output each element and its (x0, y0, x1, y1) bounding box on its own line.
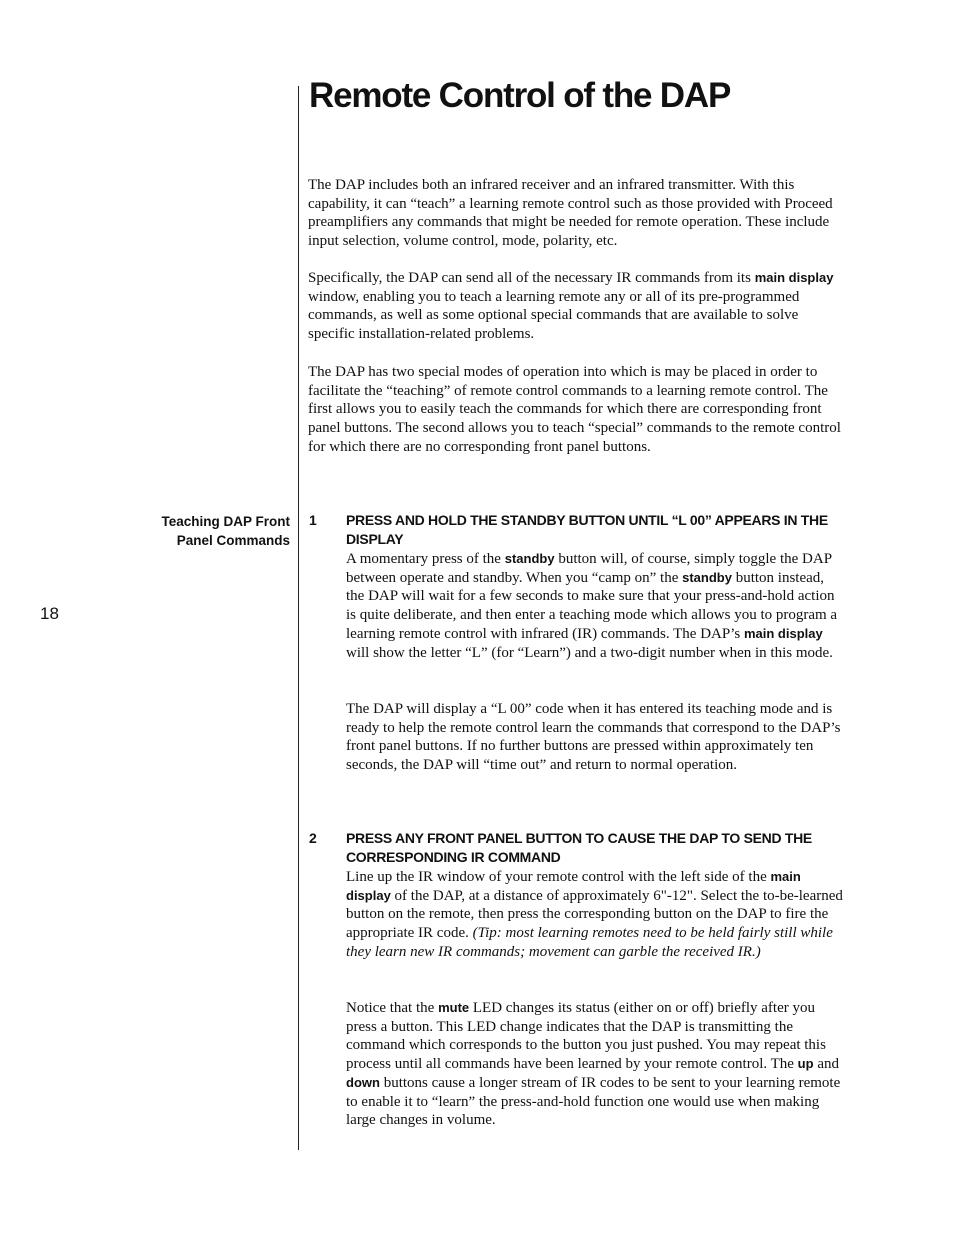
keyword-standby: standby (504, 551, 555, 566)
keyword-mute: mute (438, 1000, 470, 1015)
step-1-paragraph-1: A momentary press of the standby button will, of course, simply toggle the DAP between operate and standby. When you “camp on” the standby button instead, the DAP will wait for a few seconds to make sure that your press-and-hold action is quite deliberate, and then enter a teaching mode which allows you to program a learning remote control with infrared (IR) commands. The DAP’s main display will show the letter “L” (for “Learn”) and a two-digit number when in this mode. (346, 551, 838, 661)
section-side-heading: Teaching DAP Front Panel Commands (161, 514, 290, 548)
step-2-paragraph-1: Line up the IR window of your remote control with the left side of the main display of the DAP, at a distance of approximately 6"-12". Select the to-be-learned button on the remote, then press the corresponding button on the DAP to fire the appropriate IR code. (Tip: most learning remotes need to be held fairly still while they learn new IR commands; movement can garble the received IR.) (346, 869, 843, 960)
step-1-paragraph-2: The DAP will display a “L 00” code when it has entered its teaching mode and is ready to help the remote control learn the commands that correspond to the DAP’s front panel buttons. If no further buttons are pressed within approximately ten seconds, the DAP will “time out” and return to normal operation. (346, 701, 841, 774)
intro-paragraph-1: The DAP includes both an infrared receiver and an infrared transmitter. With this capability, it can “teach” a learning remote control such as those provided with Proceed preamplifiers any commands that might be needed for remote operation. These include input selection, volume control, mode, polarity, etc. (308, 177, 833, 250)
step-1-heading: PRESS AND HOLD THE STANDBY BUTTON UNTIL “L 00” APPEARS IN THE DISPLAY (346, 512, 828, 547)
keyword-down: down (346, 1074, 380, 1090)
keyword-standby: standby (682, 569, 732, 585)
keyword-main-display: main display (743, 625, 823, 641)
vertical-rule (298, 86, 299, 1150)
page-number: 18 (40, 604, 59, 623)
keyword-main-display: main display (754, 270, 834, 285)
step-2-number: 2 (309, 830, 317, 846)
step-2-paragraph-2: Notice that the mute LED changes its status (either on or off) briefly after you press a button. This LED change indicates that the DAP is transmitting the command which corresponds to the button you just pushed. You may repeat this process until all commands have been learned by your remote control. The up and down buttons cause a longer stream of IR codes to be sent to your learning remote to enable it to “learn” the press-and-hold function one would use when making large changes in volume. (346, 1000, 841, 1129)
step-1-number: 1 (309, 512, 317, 528)
intro-paragraph-3: The DAP has two special modes of operation into which is may be placed in order to facilitate the “teaching” of remote control commands to a learning remote control. The first allows you to easily teach the commands for which there are corresponding front panel buttons. The second allows you to teach “special” commands to the remote control for which there are no corresponding front panel buttons. (308, 364, 841, 455)
tip-note: (Tip: most learning remotes need to be held fairly still while they learn new IR commands; movement can garble the received IR.) (346, 925, 833, 960)
keyword-up: up (797, 1056, 814, 1072)
step-2-heading: PRESS ANY FRONT PANEL BUTTON TO CAUSE THE DAP TO SEND THE CORRESPONDING IR COMMAND (346, 830, 812, 865)
intro-paragraph-2: Specifically, the DAP can send all of the necessary IR commands from its main display window, enabling you to teach a learning remote any or all of its pre-programmed commands, as well as some optional special commands that are available to solve specific installation-related problems. (308, 270, 834, 343)
page-title: Remote Control of the DAP (309, 76, 731, 115)
keyword-main-display: main display (346, 869, 801, 903)
